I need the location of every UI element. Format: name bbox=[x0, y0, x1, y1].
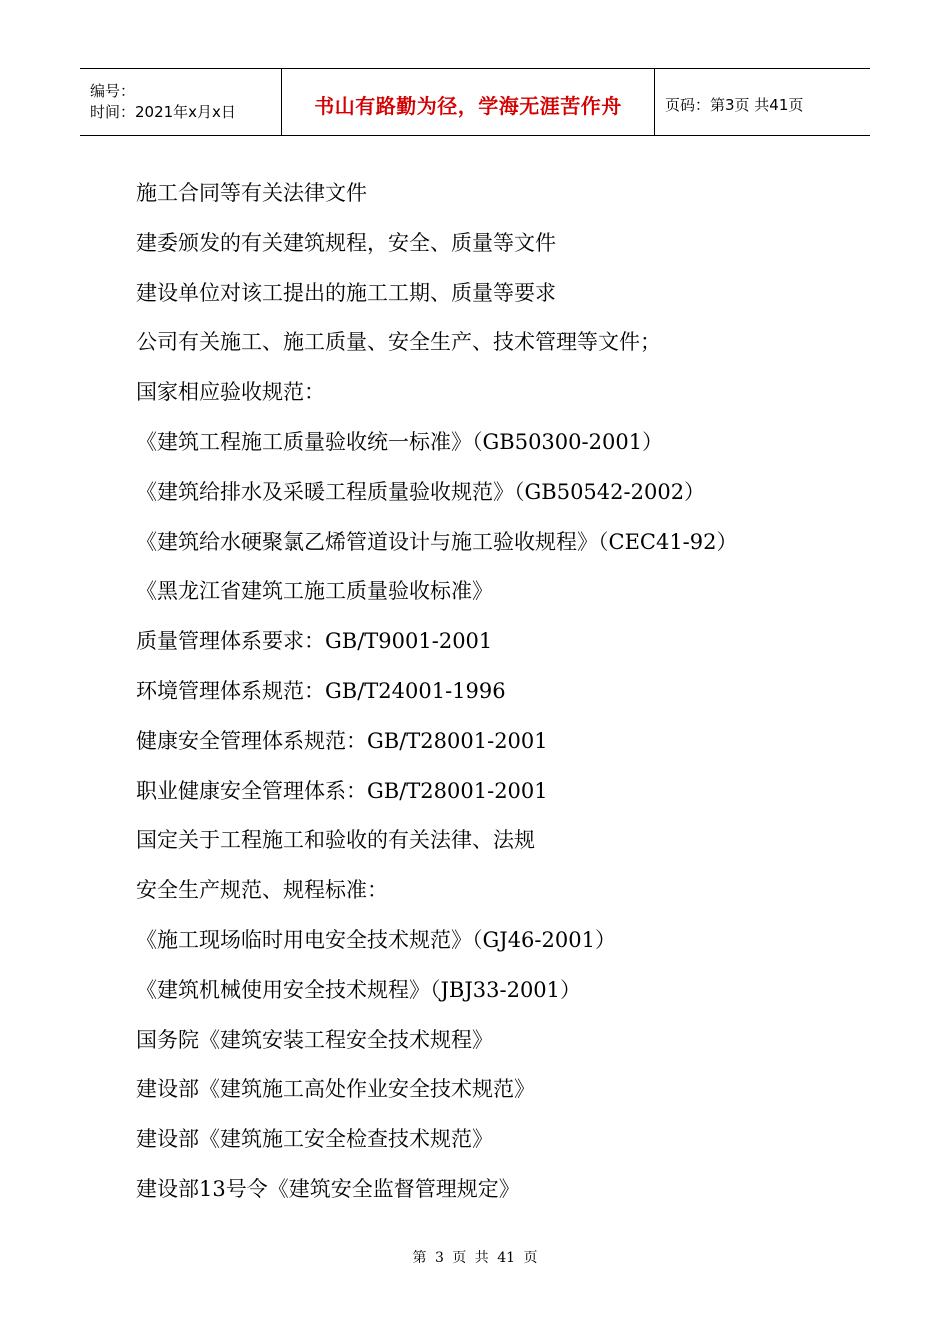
body-line: 建设部13号令《建筑安全监督管理规定》 bbox=[136, 1176, 520, 1201]
body-line: 《建筑给排水及采暖工程质量验收规范》（GB50542-2002） bbox=[136, 479, 706, 504]
body-line: 《建筑给水硬聚氯乙烯管道设计与施工验收规程》（CEC41-92） bbox=[136, 529, 738, 554]
body-line: 建设部《建筑施工高处作业安全技术规范》 bbox=[136, 1077, 535, 1102]
body-line: 国务院《建筑安装工程安全技术规程》 bbox=[136, 1027, 493, 1052]
header-motto-cell bbox=[282, 69, 655, 135]
body-line: 安全生产规范、规程标准： bbox=[136, 878, 388, 903]
document-body bbox=[136, 172, 856, 1218]
date-label: 时间：2021年x月x日 bbox=[90, 103, 236, 121]
body-line: 《建筑工程施工质量验收统一标准》（GB50300-2001） bbox=[136, 429, 664, 454]
page-footer: 第 3 页 共 41 页 bbox=[412, 1250, 538, 1266]
body-line: 施工合同等有关法律文件 bbox=[136, 181, 367, 205]
body-line: 建设部《建筑施工安全检查技术规范》 bbox=[136, 1127, 493, 1152]
body-line: 国家相应验收规范： bbox=[136, 380, 325, 405]
body-line: 建委颁发的有关建筑规程，安全、质量等文件 bbox=[136, 230, 556, 255]
header-page-info: 页码：第3页 共41页 bbox=[665, 95, 804, 114]
body-line: 健康安全管理体系规范：GB/T28001-2001 bbox=[136, 728, 548, 753]
body-line: 职业健康安全管理体系：GB/T28001-2001 bbox=[136, 778, 548, 803]
body-line: 《建筑机械使用安全技术规程》（JBJ33-2001） bbox=[136, 977, 582, 1002]
body-line: 国定关于工程施工和验收的有关法律、法规 bbox=[136, 828, 535, 853]
header-meta bbox=[80, 69, 282, 135]
body-line: 《施工现场临时用电安全技术规范》（GJ46-2001） bbox=[136, 927, 616, 952]
body-line: 《黑龙江省建筑工施工质量验收标准》 bbox=[136, 579, 493, 604]
body-line: 公司有关施工、施工质量、安全生产、技术管理等文件； bbox=[136, 330, 661, 355]
body-line: 建设单位对该工提出的施工工期、质量等要求 bbox=[136, 280, 556, 305]
header-page-info-cell bbox=[655, 69, 870, 135]
header-motto: 书山有路勤为径，学海无涯苦作舟 bbox=[314, 93, 622, 118]
body-line: 质量管理体系要求：GB/T9001-2001 bbox=[136, 629, 493, 654]
page-header bbox=[80, 68, 870, 136]
body-line: 环境管理体系规范：GB/T24001-1996 bbox=[136, 678, 506, 703]
serial-label: 编号： bbox=[90, 82, 136, 100]
